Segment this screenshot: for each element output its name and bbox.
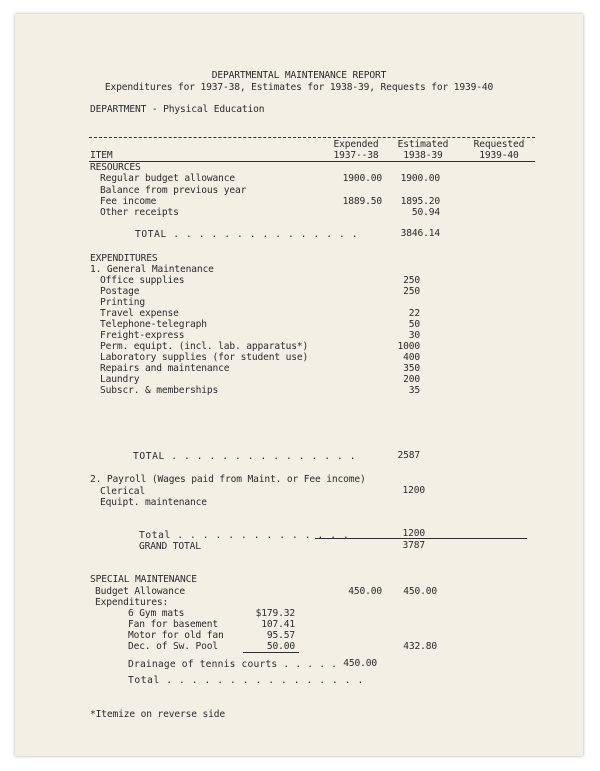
payroll-estimated: 1200 <box>402 485 425 496</box>
report-page <box>15 14 583 756</box>
special-item-label: Dec. of Sw. Pool <box>128 641 219 652</box>
expense-estimated: 50 <box>408 319 420 330</box>
budget-allowance-label: Budget Allowance <box>95 586 186 597</box>
special-item-amount: 95.57 <box>266 630 295 641</box>
expense-estimated: 400 <box>403 352 420 363</box>
special-item-amount: 50.00 <box>266 641 295 652</box>
expense-estimated: 35 <box>408 385 420 396</box>
resource-label: Fee income <box>100 196 157 207</box>
expense-label: Laboratory supplies (for student use) <box>100 352 309 363</box>
col-expended-1: Expended <box>333 139 379 150</box>
resource-estimated: 50.94 <box>411 207 440 218</box>
expense-label: Freight-express <box>100 330 185 341</box>
col-item: ITEM <box>90 150 113 161</box>
special-item-label: Motor for old fan <box>128 630 224 641</box>
budget-allowance-estimated: 450.00 <box>403 586 437 597</box>
expense-label: Repairs and maintenance <box>100 363 230 374</box>
grand-total-label: GRAND TOTAL <box>139 541 201 552</box>
resources-total-label: TOTAL . . . . . . . . . . . . . . . <box>135 229 359 240</box>
resource-expended: 1889.50 <box>342 196 382 207</box>
expense-estimated: 250 <box>403 286 420 297</box>
expense-label: Printing <box>100 297 146 308</box>
expense-label: Subscr. & memberships <box>100 385 219 396</box>
resources-total: 3846.14 <box>400 228 440 239</box>
special-item-amount: $179.32 <box>255 608 295 619</box>
grand-total-rule <box>315 538 527 539</box>
special-item-amount: 107.41 <box>261 619 295 630</box>
footnote: *Itemize on reverse side <box>90 709 226 720</box>
header-rule-bottom <box>89 161 535 162</box>
report-subtitle: Expenditures for 1937-38, Estimates for 1938-39, Requests for 1939-40 <box>104 82 494 93</box>
resource-label: Balance from previous year <box>100 185 247 196</box>
special-items-rule <box>243 652 299 653</box>
col-estimated-1: Estimated <box>397 139 449 150</box>
expense-label: Postage <box>100 286 140 297</box>
resource-label: Regular budget allowance <box>100 173 236 184</box>
grand-total: 3787 <box>402 540 425 551</box>
resource-estimated: 1895.20 <box>400 196 440 207</box>
col-estimated-2: 1938-39 <box>403 150 443 161</box>
resource-expended: 1900.00 <box>342 173 382 184</box>
special-total-label: Total . . . . . . . . . . . . . . . . <box>128 675 364 686</box>
payroll-heading: 2. Payroll (Wages paid from Maint. or Fee income) <box>90 474 366 485</box>
resources-heading: RESOURCES <box>90 162 141 173</box>
special-item-label: Fan for basement <box>128 619 219 630</box>
expense-estimated: 350 <box>403 363 420 374</box>
expense-label: Laundry <box>100 374 140 385</box>
expense-estimated: 250 <box>403 275 420 286</box>
expense-estimated: 1000 <box>397 341 420 352</box>
expense-label: Travel expense <box>100 308 179 319</box>
department-line: DEPARTMENT - Physical Education <box>90 104 265 115</box>
payroll-label: Equipt. maintenance <box>100 497 207 508</box>
col-requested-1: Requested <box>473 139 525 150</box>
general-total: 2587 <box>397 450 420 461</box>
drainage-expended: 450.00 <box>343 658 377 669</box>
resource-label: Other receipts <box>100 207 179 218</box>
special-items-estimated: 432.80 <box>403 641 437 652</box>
col-requested-2: 1939-40 <box>479 150 519 161</box>
general-total-label: TOTAL . . . . . . . . . . . . . . . <box>133 451 357 462</box>
expense-estimated: 30 <box>408 330 420 341</box>
drainage-label: Drainage of tennis courts . . . . . <box>128 659 338 670</box>
expense-label: Office supplies <box>100 275 185 286</box>
budget-allowance-expended: 450.00 <box>348 586 382 597</box>
expense-label: Telephone-telegraph <box>100 319 207 330</box>
special-item-label: 6 Gym mats <box>128 608 185 619</box>
general-maintenance-heading: 1. General Maintenance <box>90 264 214 275</box>
expense-estimated: 200 <box>403 374 420 385</box>
payroll-total: 1200 <box>402 528 425 539</box>
report-title: DEPARTMENTAL MAINTENANCE REPORT <box>211 70 387 81</box>
resource-estimated: 1900.00 <box>400 173 440 184</box>
expenditures-heading: EXPENDITURES <box>90 253 158 264</box>
special-heading: SPECIAL MAINTENANCE <box>90 574 197 585</box>
payroll-total-label: Total . . . . . . . . . . . . . . <box>139 530 350 541</box>
expense-estimated: 22 <box>408 308 420 319</box>
expense-label: Perm. equipt. (incl. lab. apparatus*) <box>100 341 309 352</box>
special-expenditures-label: Expenditures: <box>95 597 169 608</box>
payroll-label: Clerical <box>100 486 146 497</box>
col-expended-2: 1937--38 <box>333 150 379 161</box>
header-rule-top <box>89 137 535 138</box>
